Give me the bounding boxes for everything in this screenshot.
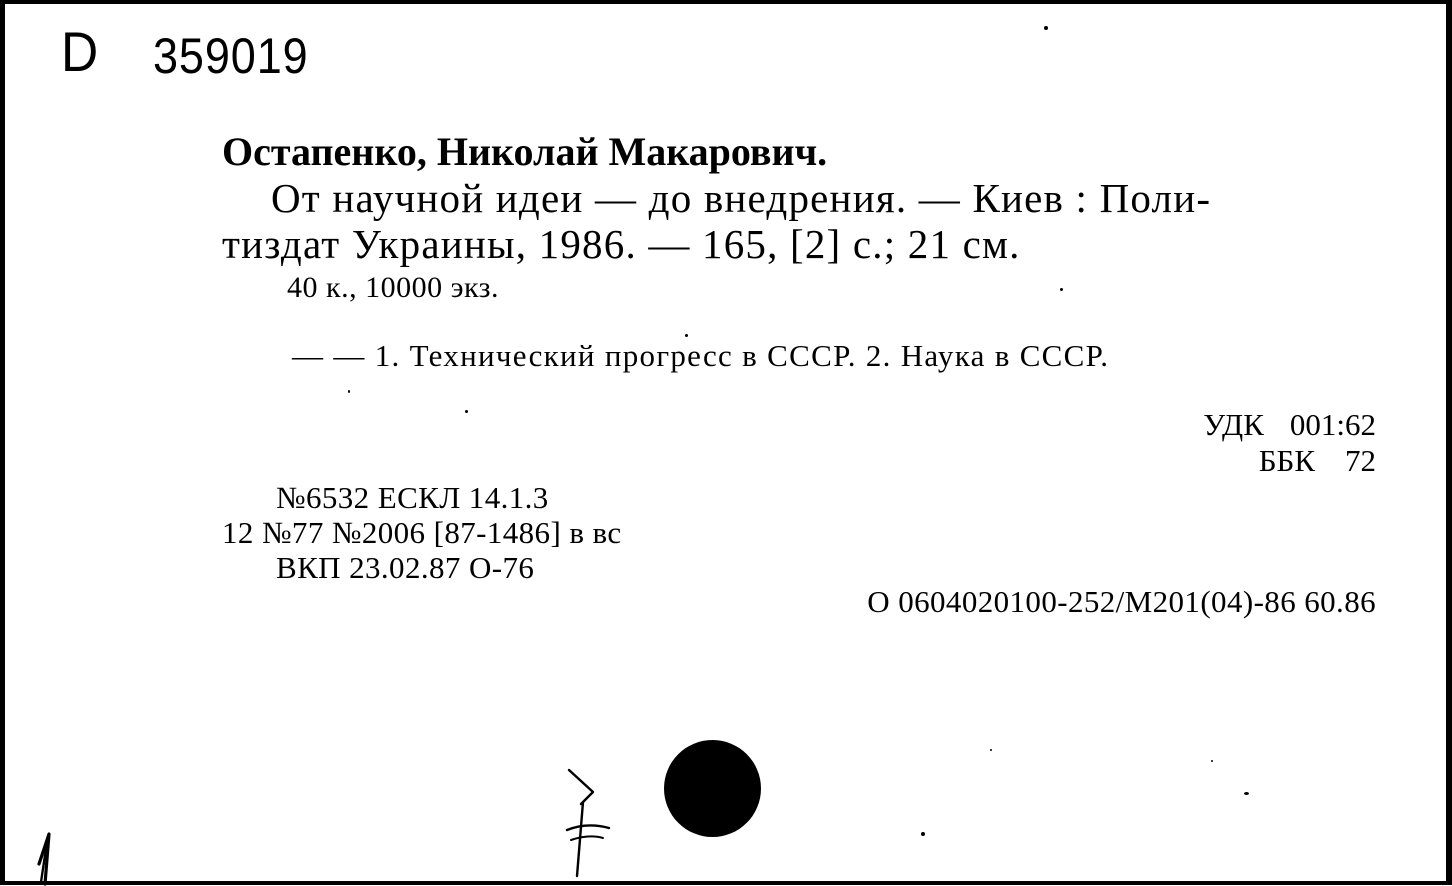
title-line-1: От научной идеи — до внедрения. — Киев : Поли- xyxy=(271,175,1212,221)
collection-mark: D xyxy=(61,20,99,83)
udk-label: УДК xyxy=(1203,407,1264,442)
dust-speck xyxy=(348,390,350,393)
handwritten-corner-mark xyxy=(33,830,63,886)
registration-line-1: №6532 ЕСКЛ 14.1.3 xyxy=(276,480,549,515)
punch-hole-mark xyxy=(664,740,761,837)
registration-line-2: 12 №77 №2006 [87-1486] в вс xyxy=(222,515,622,550)
dust-speck xyxy=(1044,26,1048,30)
dust-speck xyxy=(1060,288,1063,291)
udk-row xyxy=(1203,407,1376,443)
dust-speck xyxy=(465,410,468,413)
classification-block xyxy=(1203,407,1376,479)
dust-speck xyxy=(921,832,925,836)
call-number: 359019 xyxy=(153,28,309,84)
subject-headings: — — 1. Технический прогресс в СССР. 2. Наука в СССР. xyxy=(292,338,1110,373)
dust-speck xyxy=(1211,760,1213,762)
dust-speck xyxy=(685,334,688,337)
bbk-label: ББК xyxy=(1258,443,1315,478)
dust-speck xyxy=(990,749,992,751)
registration-line-3: ВКП 23.02.87 О-76 xyxy=(276,550,535,585)
title-line-2: тиздат Украины, 1986. — 165, [2] с.; 21 см. xyxy=(222,221,1021,267)
handwritten-seven-mark xyxy=(563,764,619,882)
bbk-value: 72 xyxy=(1345,443,1376,478)
price-print-run: 40 к., 10000 экз. xyxy=(287,271,499,304)
author-heading: Остапенко, Николай Макарович. xyxy=(222,129,828,174)
isbn-code-line: О 0604020100-252/М201(04)-86 60.86 xyxy=(867,584,1376,619)
dust-speck xyxy=(1244,792,1249,795)
udk-value: 001:62 xyxy=(1289,407,1376,442)
bbk-row xyxy=(1203,443,1376,479)
